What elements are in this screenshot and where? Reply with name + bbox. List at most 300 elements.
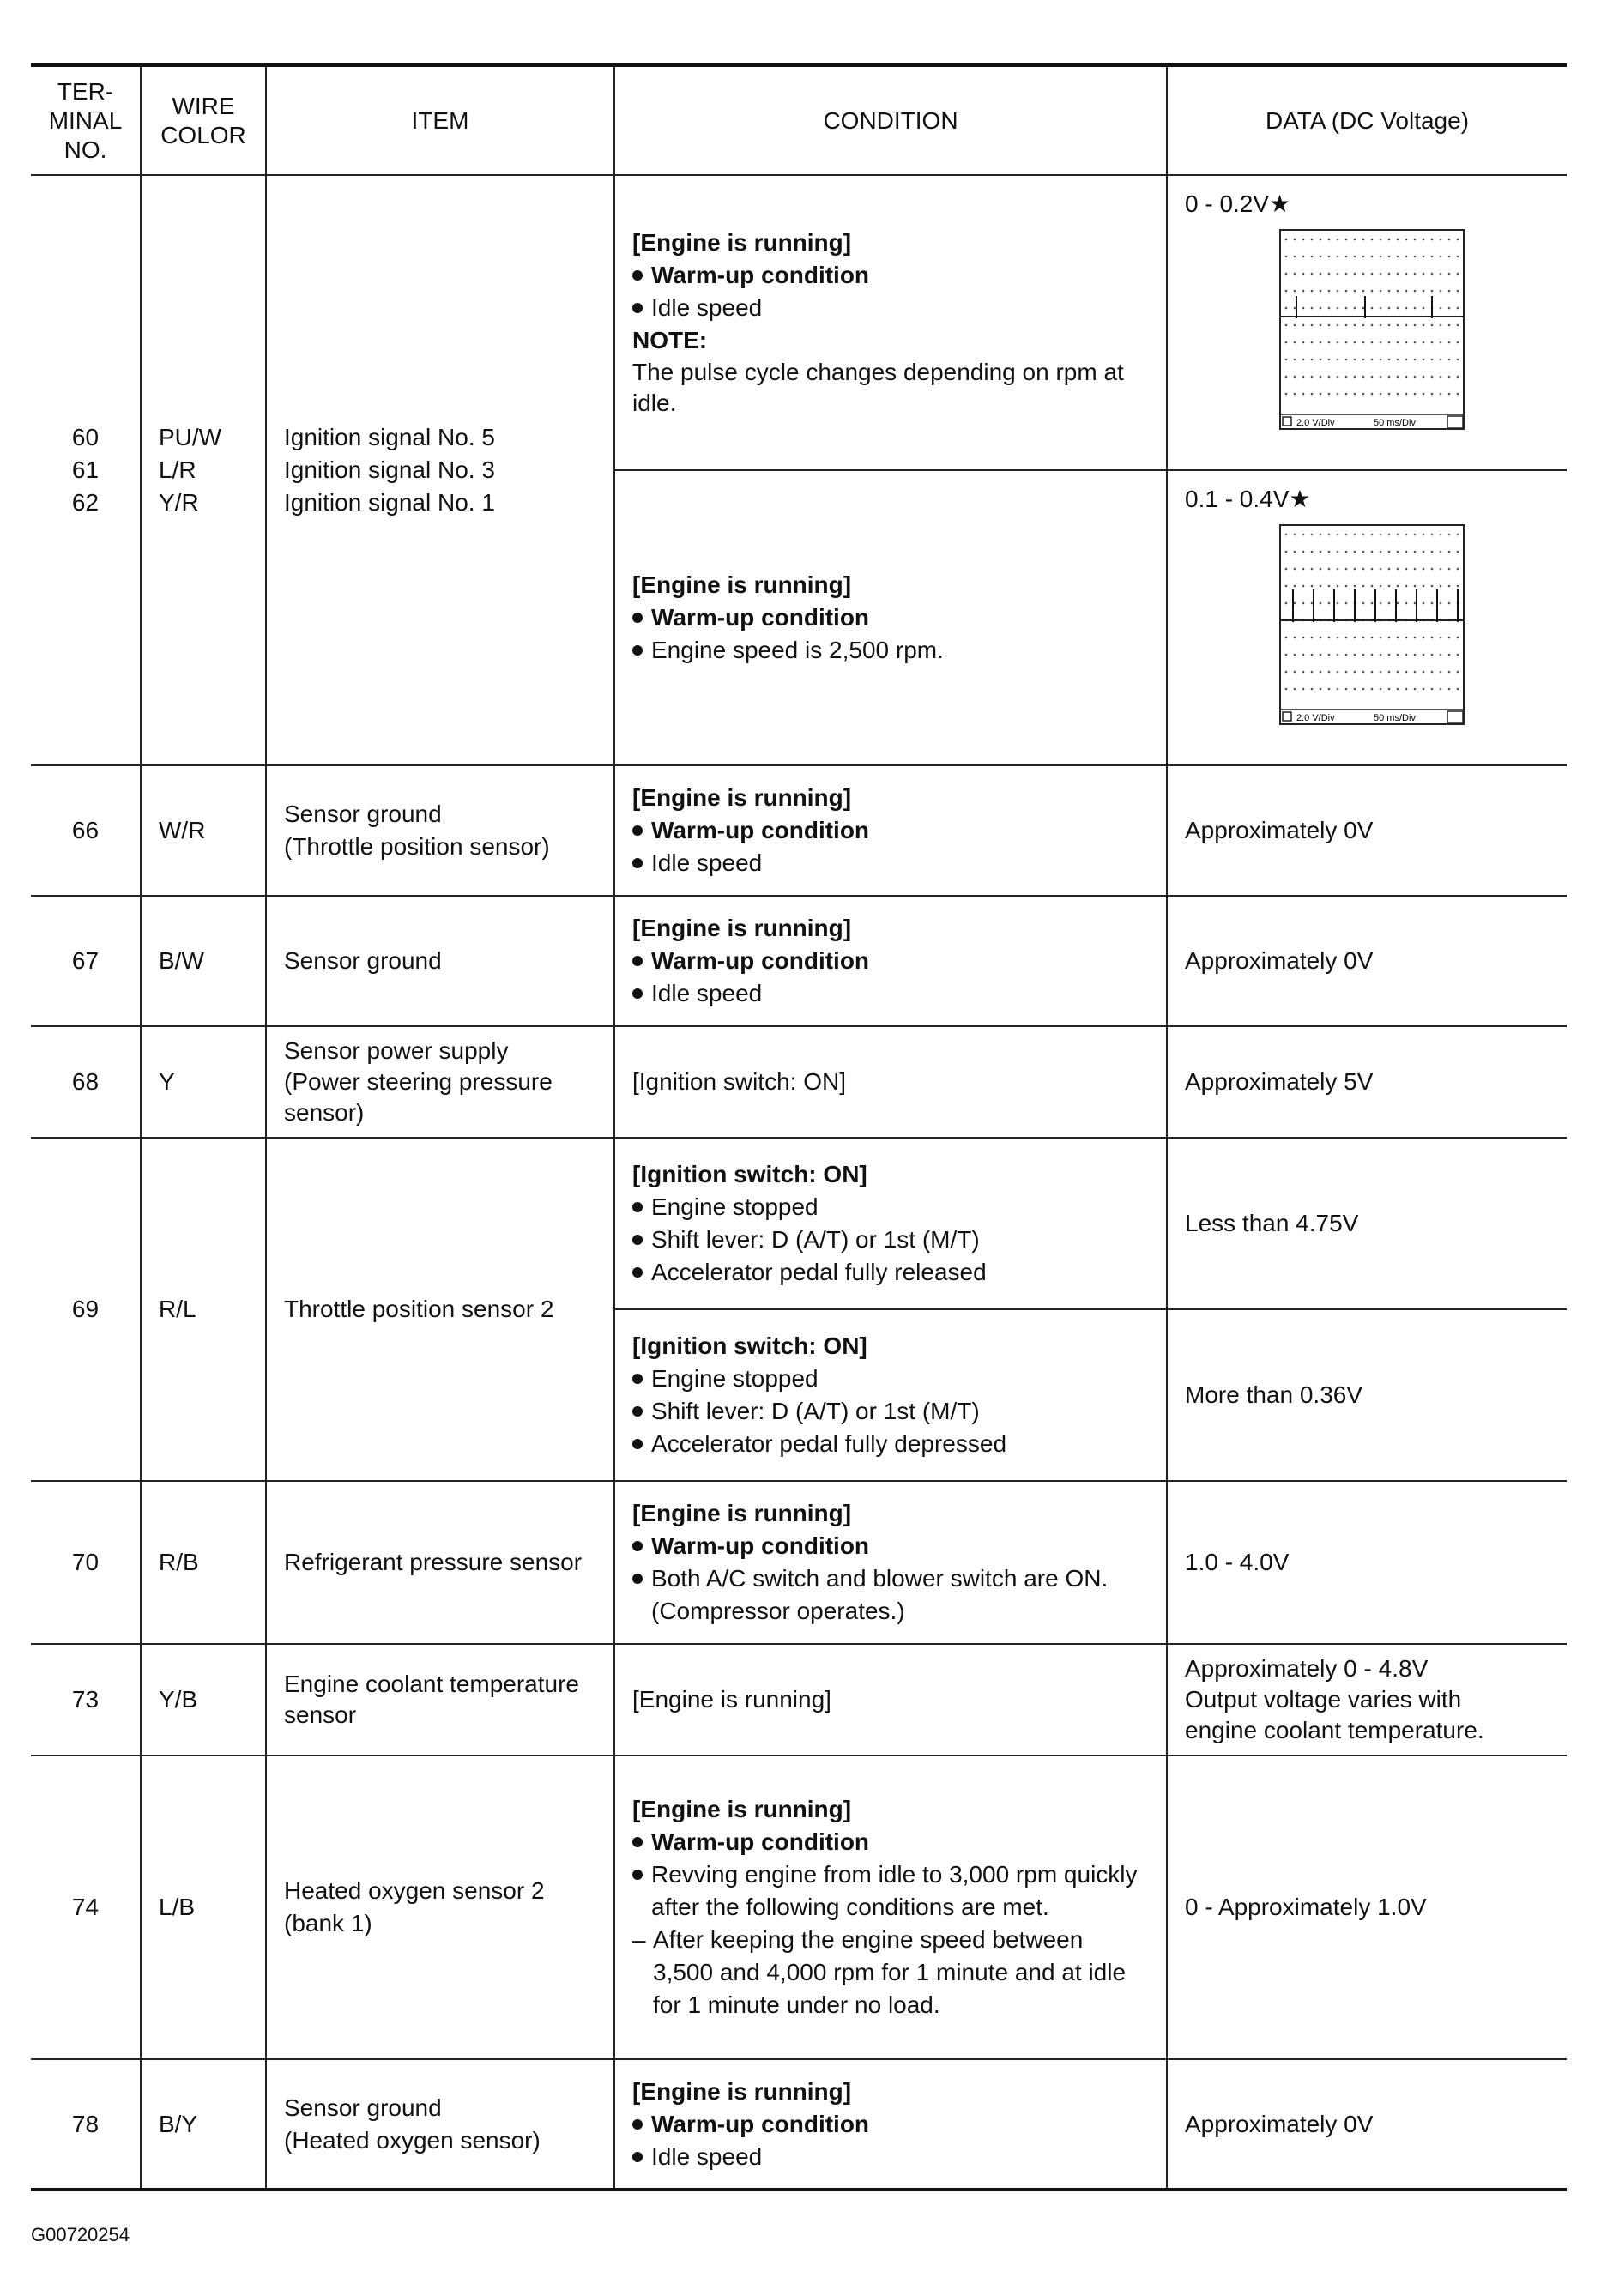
grid-dot — [1371, 393, 1374, 396]
grid-dot — [1371, 671, 1374, 674]
data-cell — [1167, 175, 1567, 470]
bullet-icon — [632, 858, 643, 868]
grid-dot — [1294, 273, 1296, 275]
grid-dot — [1362, 341, 1365, 344]
grid-dot — [1380, 654, 1382, 656]
grid-dot — [1294, 654, 1296, 656]
condition-bullet: Accelerator pedal fully depressed — [632, 1428, 1149, 1460]
bullet-icon — [632, 2152, 643, 2162]
oscilloscope-waveform-2500rpm — [1279, 524, 1465, 725]
grid-dot — [1311, 393, 1314, 396]
grid-dot — [1388, 341, 1391, 344]
grid-dot — [1362, 324, 1365, 327]
grid-dot — [1448, 273, 1451, 275]
grid-dot — [1423, 637, 1425, 639]
grid-dot — [1345, 585, 1348, 588]
grid-dot — [1294, 341, 1296, 344]
grid-dot — [1354, 654, 1356, 656]
grid-dot — [1380, 688, 1382, 691]
grid-dot — [1320, 307, 1322, 310]
grid-dot — [1440, 671, 1442, 674]
grid-dot — [1294, 602, 1296, 605]
condition-cell — [614, 470, 1167, 765]
grid-dot — [1440, 551, 1442, 553]
grid-dot — [1354, 551, 1356, 553]
condition-bullet: Warm-up condition — [632, 1530, 1149, 1562]
grid-dot — [1362, 534, 1365, 536]
grid-dot — [1371, 602, 1374, 605]
grid-dot — [1328, 273, 1331, 275]
grid-dot — [1354, 307, 1356, 310]
grid-dot — [1405, 324, 1408, 327]
item-text: Ignition signal No. 5 — [284, 424, 495, 450]
grid-dot — [1311, 551, 1314, 553]
grid-dot — [1431, 239, 1434, 241]
grid-dot — [1423, 376, 1425, 378]
wire-cell — [141, 175, 266, 765]
header-data: DATA (DC Voltage) — [1167, 65, 1567, 175]
grid-dot — [1320, 256, 1322, 258]
grid-dot — [1388, 568, 1391, 571]
scale-time: 50 ms/Div — [1374, 418, 1416, 428]
grid-dot — [1380, 585, 1382, 588]
grid-dot — [1457, 376, 1459, 378]
condition-heading: [Engine is running] — [632, 1500, 852, 1526]
condition-cell — [614, 1755, 1167, 2059]
data-value: 0.1 - 0.4V★ — [1185, 486, 1311, 512]
grid-dot — [1345, 568, 1348, 571]
condition-heading: [Ignition switch: ON] — [614, 1026, 1167, 1138]
grid-dot — [1431, 359, 1434, 361]
terminal-no: 62 — [71, 489, 100, 516]
bullet-icon — [632, 1439, 643, 1449]
bullet-icon — [632, 645, 643, 656]
grid-dot — [1457, 359, 1459, 361]
grid-dot — [1328, 585, 1331, 588]
grid-dot — [1320, 376, 1322, 378]
condition-bullet: Warm-up condition — [632, 945, 1149, 977]
grid-dot — [1328, 256, 1331, 258]
grid-dot — [1431, 273, 1434, 275]
condition-cell — [614, 1309, 1167, 1481]
grid-dot — [1423, 273, 1425, 275]
grid-dot — [1328, 534, 1331, 536]
grid-dot — [1311, 324, 1314, 327]
grid-dot — [1457, 393, 1459, 396]
grid-dot — [1457, 637, 1459, 639]
grid-dot — [1405, 376, 1408, 378]
grid-dot — [1388, 256, 1391, 258]
item-text: Sensor ground — [284, 801, 442, 827]
grid-dot — [1388, 239, 1391, 241]
item-text: (Power steering pressure — [284, 1068, 553, 1095]
grid-dot — [1414, 324, 1417, 327]
grid-dot — [1320, 585, 1322, 588]
grid-dot — [1440, 688, 1442, 691]
grid-dot — [1423, 671, 1425, 674]
grid-dot — [1448, 341, 1451, 344]
data-value: 1.0 - 4.0V — [1167, 1481, 1567, 1644]
grid-dot — [1354, 393, 1356, 396]
grid-dot — [1388, 654, 1391, 656]
condition-heading: [Engine is running] — [632, 784, 852, 811]
grid-dot — [1320, 239, 1322, 241]
grid-dot — [1397, 359, 1399, 361]
grid-dot — [1431, 534, 1434, 536]
grid-dot — [1414, 239, 1417, 241]
grid-dot — [1371, 341, 1374, 344]
grid-dot — [1320, 637, 1322, 639]
wire-color: L/R — [159, 456, 196, 483]
grid-dot — [1388, 376, 1391, 378]
data-value: Approximately 0V — [1167, 896, 1567, 1026]
header-condition: CONDITION — [614, 65, 1167, 175]
condition-heading: [Engine is running] — [632, 229, 852, 256]
grid-dot — [1440, 393, 1442, 396]
table-row — [31, 896, 1567, 1026]
item-cell — [266, 2059, 614, 2190]
condition-cell — [614, 1481, 1167, 1644]
grid-dot — [1397, 602, 1399, 605]
table-row — [31, 175, 1567, 470]
grid-dot — [1431, 376, 1434, 378]
condition-bullet: Shift lever: D (A/T) or 1st (M/T) — [632, 1224, 1149, 1256]
grid-dot — [1362, 671, 1365, 674]
grid-dot — [1388, 585, 1391, 588]
grid-dot — [1423, 290, 1425, 293]
grid-dot — [1294, 585, 1296, 588]
grid-dot — [1337, 654, 1339, 656]
grid-dot — [1414, 654, 1417, 656]
grid-dot — [1328, 602, 1331, 605]
grid-dot — [1380, 376, 1382, 378]
grid-dot — [1345, 688, 1348, 691]
data-cell — [1167, 1644, 1567, 1755]
grid-dot — [1371, 637, 1374, 639]
grid-dot — [1414, 671, 1417, 674]
condition-cell — [614, 896, 1167, 1026]
grid-dot — [1294, 637, 1296, 639]
terminal-no: 78 — [31, 2059, 141, 2190]
grid-dot — [1397, 585, 1399, 588]
grid-dot — [1362, 393, 1365, 396]
grid-dot — [1405, 256, 1408, 258]
grid-dot — [1311, 341, 1314, 344]
table-row — [31, 1644, 1567, 1755]
grid-dot — [1380, 534, 1382, 536]
grid-dot — [1311, 637, 1314, 639]
item-text: Sensor power supply — [284, 1037, 509, 1064]
wire-color: Y/B — [141, 1644, 266, 1755]
bullet-icon — [632, 2119, 643, 2130]
grid-dot — [1440, 534, 1442, 536]
grid-dot — [1448, 290, 1451, 293]
grid-dot — [1397, 637, 1399, 639]
grid-dot — [1371, 376, 1374, 378]
data-value: 0 - 0.2V★ — [1185, 190, 1291, 217]
data-value: Approximately 0V — [1167, 765, 1567, 896]
header-terminal-l1: TER- — [57, 77, 114, 105]
grid-dot — [1388, 534, 1391, 536]
grid-dot — [1285, 568, 1288, 571]
grid-dot — [1423, 239, 1425, 241]
grid-dot — [1405, 568, 1408, 571]
grid-dot — [1371, 239, 1374, 241]
grid-dot — [1345, 602, 1348, 605]
grid-dot — [1362, 688, 1365, 691]
grid-dot — [1457, 585, 1459, 588]
header-terminal-l3: NO. — [63, 136, 107, 163]
condition-bullet: Both A/C switch and blower switch are ON. (Compressor operates.) — [632, 1562, 1149, 1628]
grid-dot — [1431, 341, 1434, 344]
grid-dot — [1414, 637, 1417, 639]
grid-dot — [1448, 568, 1451, 571]
grid-dot — [1311, 359, 1314, 361]
grid-dot — [1380, 568, 1382, 571]
item-cell — [266, 1755, 614, 2059]
grid-dot — [1448, 585, 1451, 588]
grid-dot — [1328, 376, 1331, 378]
grid-dot — [1311, 602, 1314, 605]
grid-dot — [1448, 359, 1451, 361]
grid-dot — [1337, 359, 1339, 361]
header-item: ITEM — [266, 65, 614, 175]
grid-dot — [1440, 568, 1442, 571]
grid-dot — [1371, 568, 1374, 571]
table-row — [31, 765, 1567, 896]
grid-dot — [1405, 551, 1408, 553]
grid-dot — [1431, 256, 1434, 258]
grid-dot — [1354, 239, 1356, 241]
condition-heading: [Engine is running] — [632, 915, 852, 941]
grid-dot — [1380, 637, 1382, 639]
grid-dot — [1440, 256, 1442, 258]
grid-dot — [1448, 551, 1451, 553]
grid-dot — [1345, 376, 1348, 378]
grid-dot — [1457, 307, 1459, 310]
grid-dot — [1440, 341, 1442, 344]
grid-dot — [1440, 654, 1442, 656]
grid-dot — [1431, 568, 1434, 571]
grid-dot — [1311, 376, 1314, 378]
grid-dot — [1328, 671, 1331, 674]
terminal-data-table — [31, 63, 1567, 2191]
grid-dot — [1431, 290, 1434, 293]
grid-dot — [1302, 551, 1305, 553]
grid-dot — [1371, 534, 1374, 536]
bullet-icon — [632, 1406, 643, 1417]
grid-dot — [1388, 637, 1391, 639]
grid-dot — [1405, 393, 1408, 396]
grid-dot — [1354, 688, 1356, 691]
grid-dot — [1285, 359, 1288, 361]
grid-dot — [1337, 324, 1339, 327]
condition-bullet: Engine stopped — [632, 1191, 1149, 1224]
grid-dot — [1388, 290, 1391, 293]
grid-dot — [1448, 602, 1451, 605]
bullet-icon — [632, 1837, 643, 1847]
grid-dot — [1311, 688, 1314, 691]
wire-color: Y — [141, 1026, 266, 1138]
grid-dot — [1371, 290, 1374, 293]
grid-dot — [1457, 290, 1459, 293]
grid-dot — [1362, 654, 1365, 656]
grid-dot — [1320, 534, 1322, 536]
grid-dot — [1362, 359, 1365, 361]
condition-cell — [614, 175, 1167, 470]
grid-dot — [1328, 688, 1331, 691]
grid-dot — [1414, 688, 1417, 691]
grid-dot — [1397, 393, 1399, 396]
grid-dot — [1440, 239, 1442, 241]
grid-dot — [1294, 568, 1296, 571]
grid-dot — [1345, 671, 1348, 674]
grid-dot — [1345, 273, 1348, 275]
condition-heading: [Engine is running] — [632, 1796, 852, 1822]
wire-color: R/L — [141, 1138, 266, 1481]
grid-dot — [1431, 393, 1434, 396]
condition-bullet: Revving engine from idle to 3,000 rpm quickly after the following conditions are met. — [632, 1858, 1149, 1924]
grid-dot — [1431, 324, 1434, 327]
grid-dot — [1285, 654, 1288, 656]
condition-cell — [614, 765, 1167, 896]
grid-dot — [1302, 324, 1305, 327]
grid-dot — [1457, 654, 1459, 656]
item-cell — [266, 175, 614, 765]
grid-dot — [1302, 671, 1305, 674]
grid-dot — [1311, 307, 1314, 310]
grid-dot — [1405, 602, 1408, 605]
grid-dot — [1380, 256, 1382, 258]
grid-dot — [1294, 239, 1296, 241]
grid-dot — [1354, 256, 1356, 258]
grid-dot — [1362, 307, 1365, 310]
grid-dot — [1328, 393, 1331, 396]
wire-color: L/B — [141, 1755, 266, 2059]
grid-dot — [1328, 324, 1331, 327]
grid-dot — [1328, 290, 1331, 293]
grid-dot — [1302, 568, 1305, 571]
grid-dot — [1337, 637, 1339, 639]
grid-dot — [1294, 307, 1296, 310]
bullet-icon — [632, 1202, 643, 1212]
grid-dot — [1294, 671, 1296, 674]
terminal-no: 61 — [71, 456, 100, 483]
grid-dot — [1354, 637, 1356, 639]
grid-dot — [1423, 393, 1425, 396]
grid-dot — [1380, 393, 1382, 396]
grid-dot — [1423, 359, 1425, 361]
grid-dot — [1337, 551, 1339, 553]
grid-dot — [1371, 273, 1374, 275]
item-text: sensor) — [284, 1099, 365, 1126]
grid-dot — [1354, 568, 1356, 571]
grid-dot — [1302, 376, 1305, 378]
grid-dot — [1311, 534, 1314, 536]
item-cell — [266, 1026, 614, 1138]
grid-dot — [1302, 534, 1305, 536]
table-row — [31, 1026, 1567, 1138]
grid-dot — [1448, 637, 1451, 639]
grid-dot — [1397, 324, 1399, 327]
grid-dot — [1302, 341, 1305, 344]
grid-dot — [1354, 585, 1356, 588]
grid-dot — [1337, 688, 1339, 691]
grid-dot — [1328, 307, 1331, 310]
grid-dot — [1362, 239, 1365, 241]
bullet-icon — [632, 303, 643, 313]
grid-dot — [1371, 307, 1374, 310]
grid-dot — [1328, 239, 1331, 241]
grid-dot — [1354, 290, 1356, 293]
grid-dot — [1320, 324, 1322, 327]
grid-dot — [1337, 239, 1339, 241]
data-value: Approximately 5V — [1167, 1026, 1567, 1138]
grid-dot — [1397, 273, 1399, 275]
grid-dot — [1311, 273, 1314, 275]
data-note: engine coolant temperature. — [1185, 1717, 1484, 1743]
grid-dot — [1337, 290, 1339, 293]
grid-dot — [1294, 393, 1296, 396]
grid-dot — [1285, 341, 1288, 344]
grid-dot — [1440, 359, 1442, 361]
grid-dot — [1294, 290, 1296, 293]
grid-dot — [1320, 568, 1322, 571]
grid-dot — [1414, 602, 1417, 605]
data-value: Approximately 0V — [1167, 2059, 1567, 2190]
bullet-icon — [632, 613, 643, 623]
grid-dot — [1371, 688, 1374, 691]
grid-dot — [1388, 359, 1391, 361]
figure-code: G00720254 — [31, 2224, 130, 2245]
grid-dot — [1397, 551, 1399, 553]
item-text: (bank 1) — [284, 1910, 372, 1936]
condition-bullet: Warm-up condition — [632, 601, 1149, 634]
grid-dot — [1354, 376, 1356, 378]
grid-dot — [1448, 393, 1451, 396]
grid-dot — [1294, 376, 1296, 378]
grid-dot — [1285, 688, 1288, 691]
grid-dot — [1345, 393, 1348, 396]
bullet-icon — [632, 1374, 643, 1384]
grid-dot — [1337, 341, 1339, 344]
dash-icon: – — [632, 1926, 646, 1953]
header-terminal-l2: MINAL — [48, 106, 123, 134]
data-value: More than 0.36V — [1167, 1309, 1567, 1481]
grid-dot — [1337, 602, 1339, 605]
grid-dot — [1294, 534, 1296, 536]
grid-dot — [1345, 307, 1348, 310]
grid-dot — [1388, 273, 1391, 275]
grid-dot — [1397, 290, 1399, 293]
grid-dot — [1328, 341, 1331, 344]
terminal-no: 73 — [31, 1644, 141, 1755]
grid-dot — [1397, 376, 1399, 378]
grid-dot — [1311, 585, 1314, 588]
scale-volts: 2.0 V/Div — [1296, 713, 1335, 723]
grid-dot — [1457, 273, 1459, 275]
grid-dot — [1328, 637, 1331, 639]
grid-dot — [1388, 671, 1391, 674]
grid-dot — [1405, 307, 1408, 310]
item-text: Engine coolant temperature — [284, 1671, 579, 1697]
grid-dot — [1380, 273, 1382, 275]
condition-subitem: – After keeping the engine speed between 3,500 and 4,000 rpm for 1 minute and at idle for 1 minute under no load. — [632, 1924, 1149, 2021]
condition-bullet: Idle speed — [632, 292, 1149, 324]
data-value: 0 - Approximately 1.0V — [1167, 1755, 1567, 2059]
grid-dot — [1431, 585, 1434, 588]
grid-dot — [1431, 688, 1434, 691]
